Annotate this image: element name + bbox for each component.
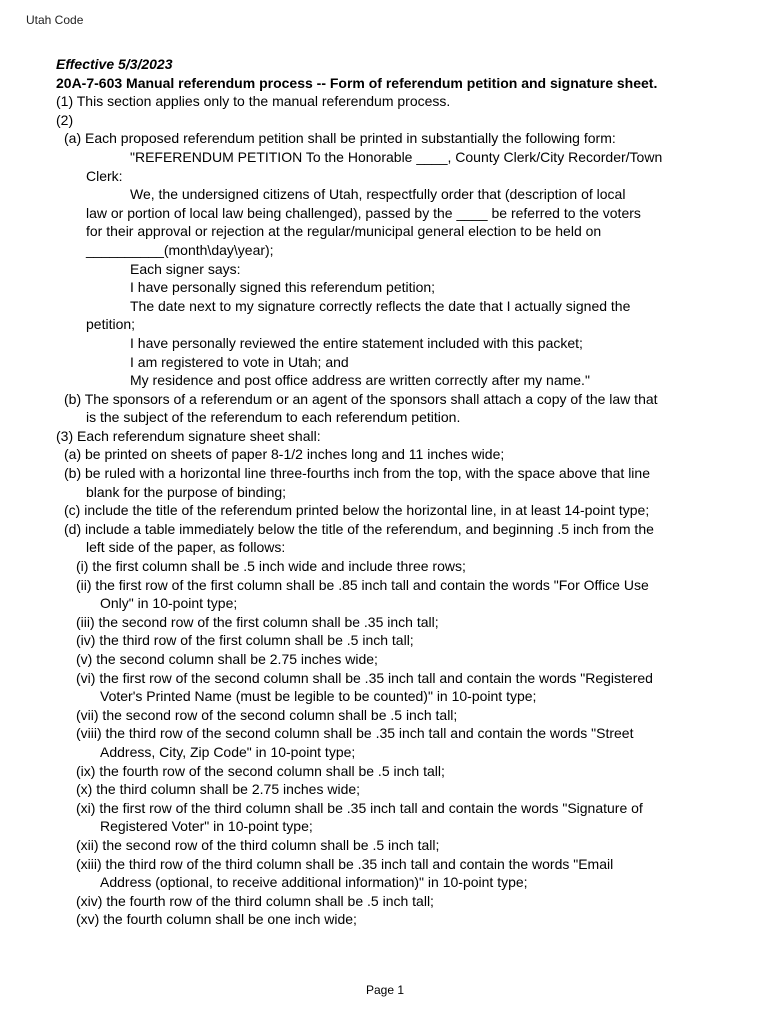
text-line: (xii) the second row of the third column shall be .5 inch tall; bbox=[76, 836, 440, 853]
text-line: (b) The sponsors of a referendum or an agent of the sponsors shall attach a copy of the law that bbox=[64, 390, 658, 407]
text-line: Only" in 10-point type; bbox=[100, 595, 238, 612]
text-line: blank for the purpose of binding; bbox=[86, 483, 287, 500]
text-line: (1) This section applies only to the manual referendum process. bbox=[56, 93, 451, 110]
effective-date: Effective 5/3/2023 bbox=[56, 56, 173, 72]
text-line: (v) the second column shall be 2.75 inches wide; bbox=[76, 651, 378, 667]
page-number: Page 1 bbox=[365, 983, 405, 997]
text-line: (xv) the fourth column shall be one inch wide; bbox=[76, 911, 357, 928]
text-line: (xiii) the third row of the third column shall be .35 inch tall and contain the words "Email bbox=[76, 855, 614, 872]
text-line: (ii) the first row of the first column shall be .85 inch tall and contain the words "For Office Use bbox=[76, 576, 649, 593]
text-line: left side of the paper, as follows: bbox=[86, 539, 286, 556]
text-line: "REFERENDUM PETITION To the Honorable ____, County Clerk/City Recorder/Town bbox=[130, 148, 663, 165]
text-line: We, the undersigned citizens of Utah, respectfully order that (description of local bbox=[130, 186, 626, 203]
text-line: My residence and post office address are written correctly after my name." bbox=[130, 372, 590, 389]
text-line: Each signer says: bbox=[130, 260, 241, 277]
text-line: __________(month\day\year); bbox=[86, 241, 274, 258]
text-line: The date next to my signature correctly reflects the date that I actually signed the bbox=[130, 297, 631, 314]
text-line: I am registered to vote in Utah; and bbox=[130, 353, 349, 370]
running-header: Utah Code bbox=[26, 13, 84, 27]
text-line: law or portion of local law being challenged), passed by the ____ be referred to the voters bbox=[86, 204, 641, 221]
text-line: I have personally reviewed the entire statement included with this packet; bbox=[130, 334, 583, 351]
text-line: (xiv) the fourth row of the third column shall be .5 inch tall; bbox=[76, 892, 434, 909]
text-line: (vii) the second row of the second column shall be .5 inch tall; bbox=[76, 706, 458, 723]
text-line: petition; bbox=[86, 316, 136, 333]
section-title: 20A-7-603 Manual referendum process -- Form of referendum petition and signature sheet. bbox=[56, 74, 658, 91]
text-line: (viii) the third row of the second column shall be .35 inch tall and contain the words "Street bbox=[76, 725, 634, 742]
text-line: I have personally signed this referendum petition; bbox=[130, 279, 436, 296]
document-body bbox=[56, 55, 720, 929]
text-line: Registered Voter" in 10-point type; bbox=[100, 818, 313, 835]
text-line: (2) bbox=[56, 111, 74, 128]
text-line: (xi) the first row of the third column shall be .35 inch tall and contain the words "Signature of bbox=[76, 799, 643, 816]
text-line: (iii) the second row of the first column shall be .35 inch tall; bbox=[76, 613, 439, 630]
text-line: Address, City, Zip Code" in 10-point type; bbox=[100, 743, 356, 760]
text-line: (d) include a table immediately below the title of the referendum, and beginning .5 inch from the bbox=[64, 520, 654, 537]
text-line: (x) the third column shall be 2.75 inches wide; bbox=[76, 781, 361, 798]
text-line: Clerk: bbox=[86, 167, 123, 184]
text-line: (c) include the title of the referendum printed below the horizontal line, in at least 14-point type; bbox=[64, 502, 650, 519]
text-line: Voter's Printed Name (must be legible to be counted)" in 10-point type; bbox=[100, 688, 537, 705]
text-line: (a) Each proposed referendum petition shall be printed in substantially the following form: bbox=[64, 130, 616, 147]
text-line: (vi) the first row of the second column shall be .35 inch tall and contain the words "Registered bbox=[76, 669, 653, 686]
text-line: (i) the first column shall be .5 inch wide and include three rows; bbox=[76, 558, 466, 575]
text-line: Address (optional, to receive additional information)" in 10-point type; bbox=[100, 874, 528, 891]
text-line: is the subject of the referendum to each referendum petition. bbox=[86, 409, 461, 426]
text-line: (b) be ruled with a horizontal line three-fourths inch from the top, with the space above that line bbox=[64, 465, 650, 482]
text-line: (iv) the third row of the first column shall be .5 inch tall; bbox=[76, 632, 414, 649]
text-line: (ix) the fourth row of the second column shall be .5 inch tall; bbox=[76, 762, 445, 779]
text-line: (3) Each referendum signature sheet shall: bbox=[56, 427, 321, 444]
text-line: (a) be printed on sheets of paper 8-1/2 inches long and 11 inches wide; bbox=[64, 446, 505, 463]
text-line: for their approval or rejection at the regular/municipal general election to be held on bbox=[86, 223, 602, 240]
